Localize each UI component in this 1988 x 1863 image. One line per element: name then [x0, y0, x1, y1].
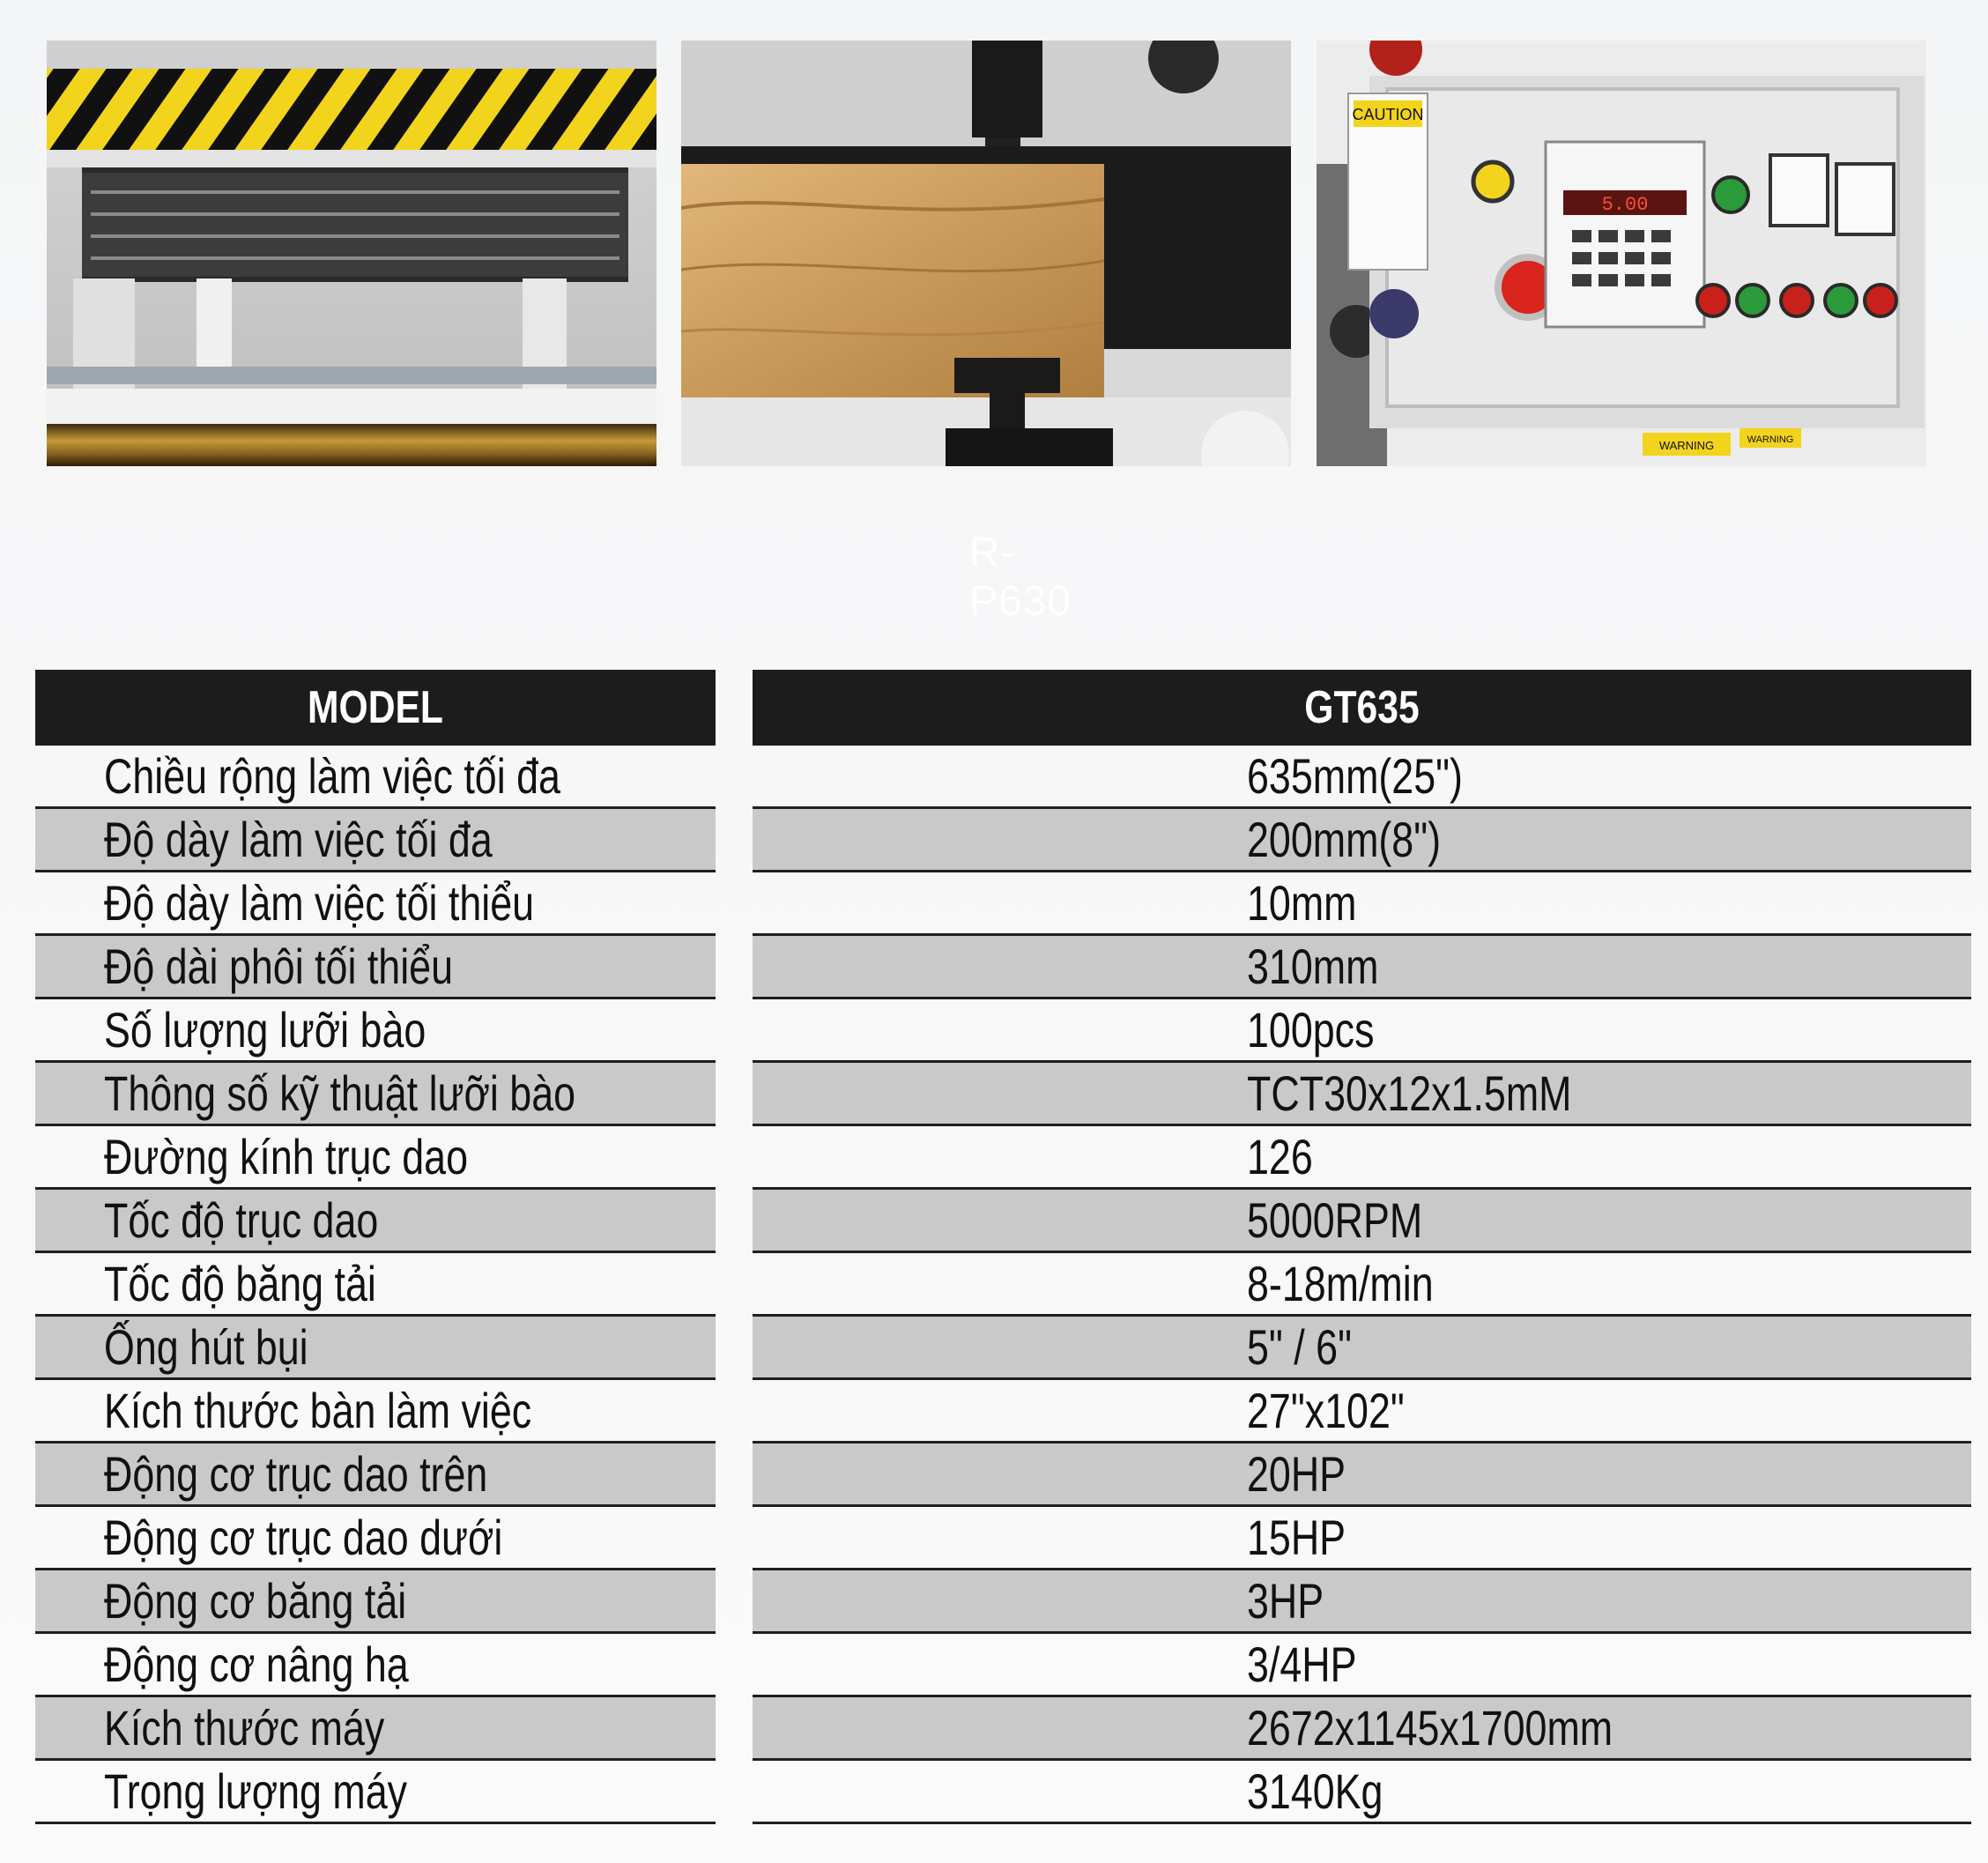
spec-label: Động cơ nâng hạ	[104, 1637, 409, 1692]
spec-value: 15HP	[1247, 1510, 1346, 1565]
planer-feed-photo-icon	[681, 41, 1291, 466]
spec-value-row	[753, 809, 1971, 872]
spec-label-row	[35, 1634, 716, 1697]
spec-label: Số lượng lưỡi bào	[104, 1002, 427, 1058]
model-name-header	[753, 670, 1971, 746]
spec-value: 27"x102"	[1247, 1383, 1405, 1438]
spec-label: Động cơ băng tải	[104, 1573, 407, 1629]
spec-label: Độ dày làm việc tối thiểu	[104, 875, 535, 931]
spec-value-row	[753, 872, 1971, 936]
wood-feed-photo	[681, 41, 1291, 466]
spec-label: Kích thước máy	[104, 1700, 385, 1755]
display-readout: 5.00	[1601, 194, 1649, 216]
spec-labels-column	[35, 670, 716, 1824]
spec-label-row	[35, 1570, 716, 1634]
model-header-label: MODEL	[96, 670, 654, 746]
caution-text: CAUTION	[1352, 106, 1424, 123]
spec-value-list	[753, 746, 1971, 1824]
spec-label-list	[35, 746, 716, 1824]
spec-value: 3140Kg	[1247, 1763, 1383, 1819]
spec-label: Độ dài phôi tối thiểu	[104, 939, 454, 994]
spec-value: TCT30x12x1.5mM	[1247, 1065, 1572, 1121]
spec-value: 5000RPM	[1247, 1192, 1423, 1248]
warning-label-2: WARNING	[1747, 434, 1794, 445]
planer-control-panel-photo-icon	[1317, 41, 1926, 466]
spec-label: Thông số kỹ thuật lưỡi bào	[104, 1065, 576, 1121]
control-panel-photo	[1317, 41, 1926, 466]
planer-cutterhead-photo-icon	[47, 41, 656, 466]
spec-label-row	[35, 1253, 716, 1317]
spec-value: 3/4HP	[1247, 1637, 1357, 1692]
spec-value-row	[753, 999, 1971, 1063]
spec-value: 100pcs	[1247, 1002, 1375, 1058]
model-header	[35, 670, 716, 746]
spec-value: 635mm(25")	[1247, 748, 1463, 804]
spec-value-row	[753, 1380, 1971, 1444]
spec-label-row	[35, 809, 716, 872]
spec-value: 126	[1247, 1129, 1313, 1184]
warning-label-1: WARNING	[1658, 439, 1715, 452]
spec-label: Động cơ trục dao trên	[104, 1446, 488, 1502]
spec-value-row	[753, 1634, 1971, 1697]
spec-label-row	[35, 999, 716, 1063]
spec-label: Kích thước bàn làm việc	[104, 1383, 532, 1438]
spec-label: Tốc độ băng tải	[104, 1256, 376, 1311]
spec-label: Trọng lượng máy	[104, 1763, 408, 1819]
spec-label: Tốc độ trục dao	[104, 1192, 379, 1248]
spec-value-row	[753, 1507, 1971, 1570]
spec-label-row	[35, 1444, 716, 1507]
spec-value-row	[753, 1317, 1971, 1380]
spec-value-row	[753, 1190, 1971, 1253]
spec-label-row	[35, 1761, 716, 1824]
spec-label-row	[35, 1063, 716, 1126]
spec-value-row	[753, 1570, 1971, 1634]
spec-value: 200mm(8")	[1247, 812, 1442, 867]
model-watermark: R-P630	[969, 530, 1072, 625]
spec-value-row	[753, 936, 1971, 999]
spec-value: 3HP	[1247, 1573, 1324, 1629]
spec-label-row	[35, 872, 716, 936]
spec-label: Độ dày làm việc tối đa	[104, 812, 493, 867]
spec-label-row	[35, 936, 716, 999]
spec-value: 20HP	[1247, 1446, 1346, 1502]
spec-label: Ống hút bụi	[104, 1319, 308, 1375]
spec-value-row	[753, 1063, 1971, 1126]
spec-value-row	[753, 1126, 1971, 1190]
spec-values-column	[753, 670, 1971, 1824]
spec-label-row	[35, 746, 716, 809]
spec-value: 310mm	[1247, 939, 1379, 994]
spec-value-row	[753, 1444, 1971, 1507]
spec-value: 8-18m/min	[1247, 1256, 1434, 1311]
spec-label: Chiều rộng làm việc tối đa	[104, 748, 560, 804]
spec-label-row	[35, 1190, 716, 1253]
cutterhead-photo	[47, 41, 656, 466]
spec-value-row	[753, 1761, 1971, 1824]
model-name-label: GT635	[862, 670, 1861, 746]
spec-value: 10mm	[1247, 875, 1357, 931]
spec-label-row	[35, 1507, 716, 1570]
spec-label-row	[35, 1380, 716, 1444]
spec-value: 5" / 6"	[1247, 1319, 1352, 1375]
spec-label: Động cơ trục dao dưới	[104, 1510, 503, 1565]
spec-value-row	[753, 1253, 1971, 1317]
spec-label-row	[35, 1126, 716, 1190]
spec-label: Đường kính trục dao	[104, 1129, 468, 1184]
spec-value-row	[753, 746, 1971, 809]
spec-value-row	[753, 1697, 1971, 1761]
spec-label-row	[35, 1317, 716, 1380]
spec-value: 2672x1145x1700mm	[1247, 1700, 1613, 1755]
spec-label-row	[35, 1697, 716, 1761]
